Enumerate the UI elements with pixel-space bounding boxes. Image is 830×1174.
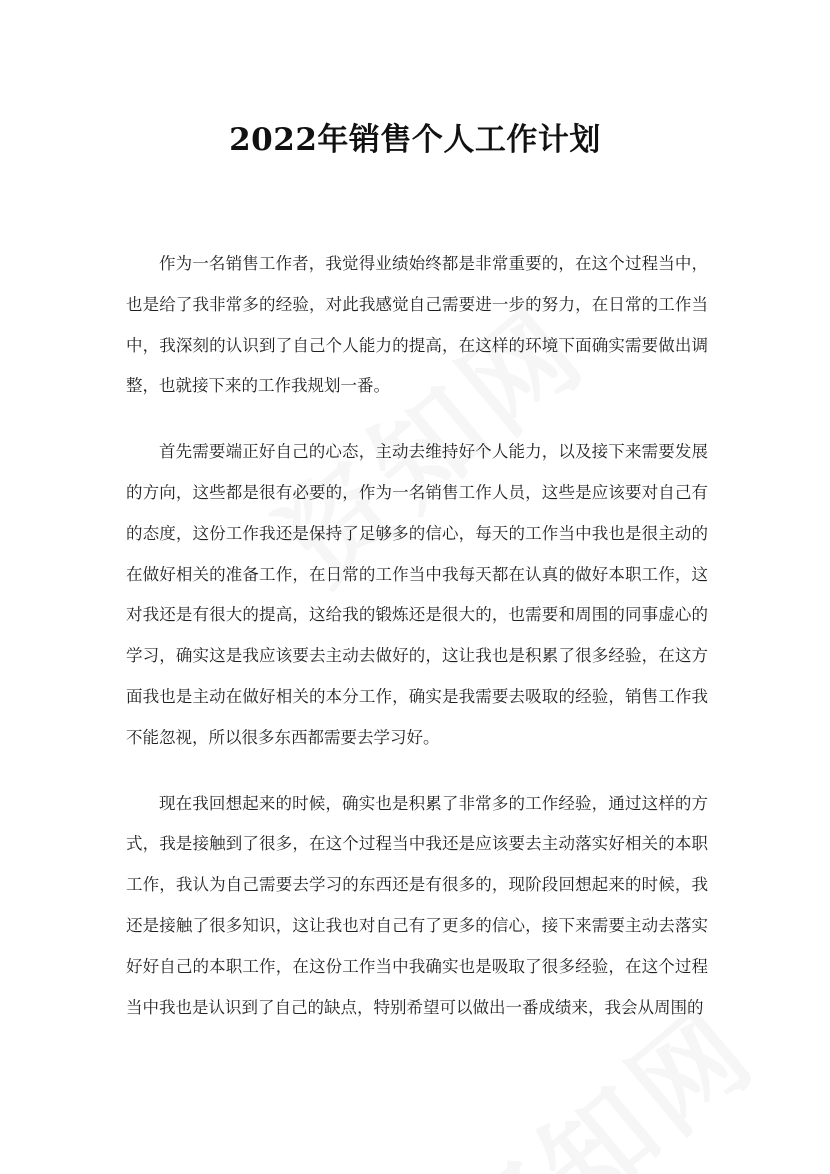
paragraph: 首先需要端正好自己的心态，主动去维持好个人能力，以及接下来需要发展的方向，这些都是很有必要的，作为一名销售工作人员，这些是应该要对自己有的态度，这份工作我还是保持了足够多的信心，每天的工作当中我也是很主动的在做好相关的准备工作，在日常的工作当中我每天都在认真的做好本职工作，这对我还是有很大的提高，这给我的锻炼还是很大的，也需要和周围的同事虚心的学习，确实这是我应该要去主动去做好的，这让我也是积累了很多经验，在这方面我也是主动在做好相关的本分工作，确实是我需要去吸取的经验，销售工作我不能忽视，所以很多东西都需要去学习好。 — [126, 442, 708, 747]
paragraph: 作为一名销售工作者，我觉得业绩始终都是非常重要的，在这个过程当中，也是给了我非常多的经验，对此我感觉自己需要进一步的努力，在日常的工作当中，我深刻的认识到了自己个人能力的提高，在这样的环境下面确实需要做出调整，也就接下来的工作我规划一番。 — [126, 254, 708, 396]
document-title: 2022年销售个人工作计划 — [229, 122, 601, 158]
paragraph: 现在我回想起来的时候，确实也是积累了非常多的工作经验，通过这样的方式，我是接触到了很多，在这个过程当中我还是应该要去主动落实好相关的本职工作，我认为自己需要去学习的东西还是有很多的，现阶段回想起来的时候，我还是接触了很多知识，这让我也对自己有了更多的信心，接下来需要主动去落实好好自己的本职工作，在这份工作当中我确实也是吸取了很多经验，在这个过程当中我也是认识到了自己的缺点，特别希望可以做出一番成绩来，我会从周围的 — [126, 793, 708, 1017]
document-body — [126, 244, 708, 1053]
